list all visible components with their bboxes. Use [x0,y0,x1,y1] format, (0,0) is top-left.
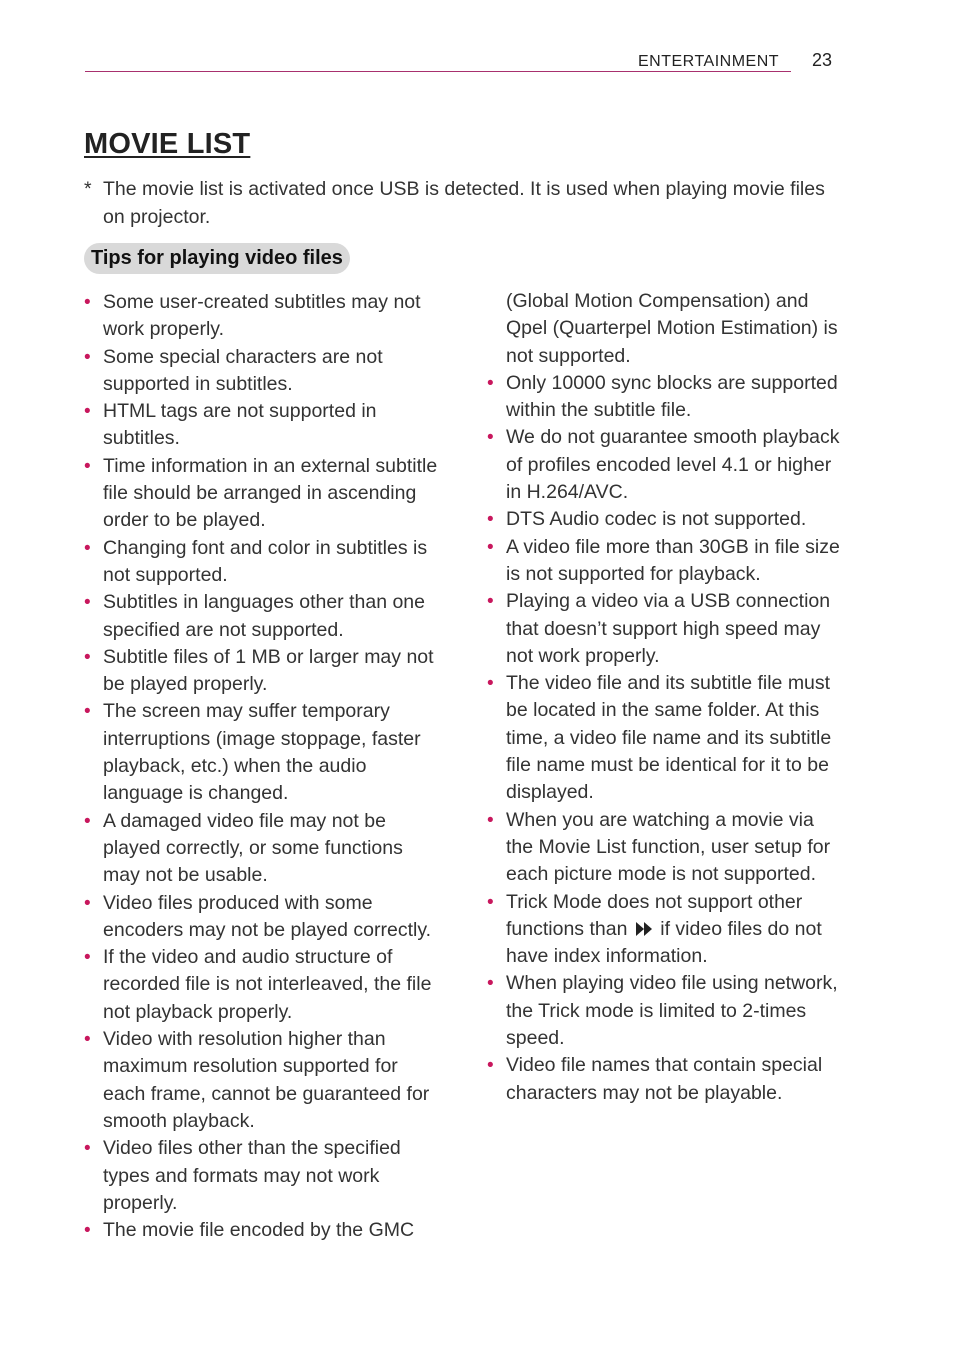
list-item-text: Time information in an external subtitle file should be arranged in ascending order to be played. [103,454,438,532]
bullet-icon: • [84,455,91,477]
note-text: The movie list is activated once USB is detected. It is used when playing movie files on projector. [103,178,825,228]
list-item [84,808,440,890]
page-title: MOVIE LIST [84,128,251,160]
list-item [84,535,440,590]
list-item-text: When you are watching a movie via the Movie List function, user setup for each picture mode is not supported. [506,808,831,886]
list-item [84,644,440,699]
list-item-trick-mode [487,889,843,971]
bullet-icon: • [487,673,494,695]
bullet-icon: • [487,427,494,449]
bullet-icon: • [487,536,494,558]
list-item [487,807,843,889]
list-item [487,1052,843,1107]
list-item [487,534,843,589]
list-item-text: When playing video file using network, the Trick mode is limited to 2-times speed. [506,972,838,1050]
bullet-icon: • [487,809,494,831]
bullet-icon: • [84,701,91,723]
list-item-text: Playing a video via a USB connection that doesn’t support high speed may not work properly. [506,590,831,667]
list-item [487,588,843,670]
bullet-icon: • [84,346,91,368]
list-item [84,289,440,344]
list-item [84,453,440,535]
bullet-icon: • [487,973,494,995]
list-item-text: The movie file encoded by the GMC [103,1219,415,1242]
list-item-text: Some user-created subtitles may not work properly. [103,291,421,341]
list-item [84,1135,440,1217]
page-number: 23 [812,50,833,70]
bullet-icon: • [84,1029,91,1051]
list-item-text: Changing font and color in subtitles is not supported. [103,536,428,586]
list-item-text: Video files other than the specified types and formats may not work properly. [103,1137,401,1214]
list-item [84,398,440,453]
list-item [487,970,843,1052]
trick-mode-text-before: Trick Mode does not support other functions than [506,890,803,940]
bullet-icon: • [487,1055,494,1077]
list-item [84,344,440,399]
list-item-text: Video files produced with some encoders may not be played correctly. [103,891,432,941]
list-item [487,424,843,506]
bullet-icon: • [84,1138,91,1160]
list-item-text: DTS Audio codec is not supported. [506,508,807,531]
list-item [84,698,440,807]
list-item-text: If the video and audio structure of recorded file is not interleaved, the file not playback properly. [103,946,432,1023]
list-item [487,670,843,806]
list-item-text: Video with resolution higher than maximum resolution supported for each frame, cannot be guaranteed for smooth playback. [103,1028,430,1132]
list-item [84,589,440,644]
list-item-text: HTML tags are not supported in subtitles. [103,400,377,450]
bullet-icon: • [84,646,91,668]
list-item-text: The video file and its subtitle file must be located in the same folder. At this time, a video file name and its subtitle file name must be identical for it to be displayed. [506,672,832,804]
list-item [84,944,440,1026]
list-item-text: Video file names that contain special characters may not be playable. [506,1054,823,1104]
bullet-icon: • [487,591,494,613]
bullet-icon: • [84,537,91,559]
list-item-text: A damaged video file may not be played correctly, or some functions may not be usable. [103,809,403,887]
intro-note [84,176,834,231]
list-item [84,1217,440,1244]
note-asterisk: * [84,178,92,200]
bullet-icon: • [84,292,91,313]
list-item-text: A video file more than 30GB in file size is not supported for playback. [506,535,840,585]
tips-list-left [84,289,440,1244]
bullet-icon: • [84,1220,91,1242]
bullet-icon: • [487,509,494,531]
bullet-icon: • [84,810,91,832]
list-item-text: Some special characters are not supported in subtitles. [103,345,383,395]
trick-mode-text-after: if video files do not have index information. [506,917,822,968]
bullet-icon: • [487,891,494,913]
bullet-icon: • [84,401,91,423]
list-item-text: We do not guarantee smooth playback of profiles encoded level 4.1 or higher in H.264/AVC. [506,426,840,504]
list-item-text: Only 10000 sync blocks are supported within the subtitle file. [506,371,838,422]
fast-forward-icon [635,921,653,937]
list-item [487,370,843,425]
continuation-text: (Global Motion Compensation) and Qpel (Quarterpel Motion Estimation) is not supported. [506,290,838,367]
header-rule [85,71,791,72]
section-heading: Tips for playing video files [84,243,350,274]
list-item [84,1026,440,1135]
tips-list-right [487,288,843,1107]
list-item-text: Subtitle files of 1 MB or larger may not be played properly. [103,645,434,696]
bullet-icon: • [84,892,91,914]
header-section-label: ENTERTAINMENT [638,53,780,70]
bullet-icon: • [487,372,494,394]
bullet-icon: • [84,592,91,614]
list-item-text: Subtitles in languages other than one specified are not supported. [103,591,425,641]
list-item [487,506,843,533]
list-item-continuation [487,288,843,370]
list-item-text: The screen may suffer temporary interruptions (image stoppage, faster playback, etc.) when the audio language is changed. [103,700,421,805]
list-item [84,890,440,945]
bullet-icon: • [84,947,91,969]
